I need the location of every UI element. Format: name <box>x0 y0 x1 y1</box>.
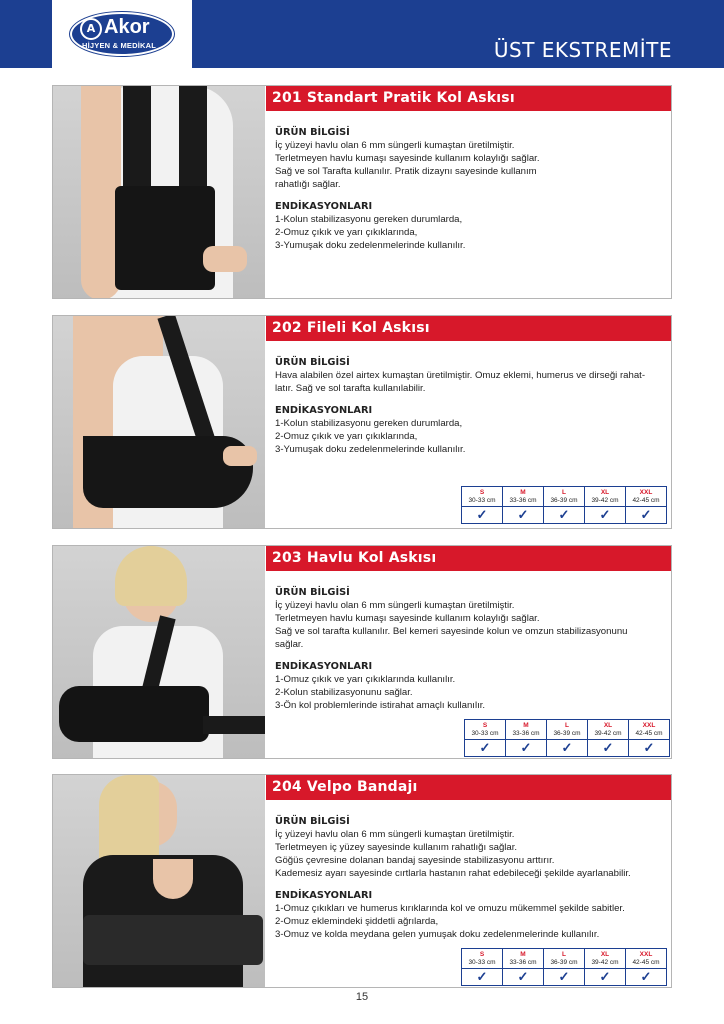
product-card-203 <box>52 545 672 759</box>
size-cell <box>462 949 503 969</box>
info-line: Terletmeyen havlu kumaşı sayesinde kullanım kolaylığı sağlar. <box>275 153 540 164</box>
indications-heading: ENDİKASYONLARI <box>275 201 373 212</box>
size-cell <box>629 720 670 740</box>
info-line: İç yüzeyi havlu olan 6 mm süngerli kumaştan üretilmiştir. <box>275 600 515 611</box>
checkmark-icon: ✓ <box>585 969 626 986</box>
size-label: XXL <box>642 721 656 729</box>
indications-heading: ENDİKASYONLARI <box>275 661 373 672</box>
info-line: İç yüzeyi havlu olan 6 mm süngerli kumaştan üretilmiştir. <box>275 140 515 151</box>
size-table <box>461 948 667 986</box>
checkmark-icon: ✓ <box>503 507 544 524</box>
checkmark-icon: ✓ <box>503 969 544 986</box>
info-line: Terletmeyen havlu kumaşı sayesinde kullanım kolaylığı sağlar. <box>275 613 540 624</box>
indication-line: 2-Omuz eklemindeki şiddetli ağrılarda, <box>275 916 439 927</box>
indication-line: 1-Kolun stabilizasyonu gereken durumlarda, <box>275 418 463 429</box>
checkmark-icon: ✓ <box>626 507 667 524</box>
size-range: 39-42 cm <box>594 729 622 737</box>
indication-line: 3-Ön kol problemlerinde istirahat amaçlı kullanılır. <box>275 700 486 711</box>
size-table <box>464 719 670 757</box>
size-cell <box>544 949 585 969</box>
indication-line: 3-Yumuşak doku zedelenmelerinde kullanılır. <box>275 240 466 251</box>
size-label: XL <box>600 950 610 958</box>
indications-heading: ENDİKASYONLARI <box>275 405 373 416</box>
size-range: 36-39 cm <box>553 729 581 737</box>
size-table <box>461 486 667 524</box>
product-photo-velpeau-bandage <box>53 775 265 987</box>
info-line: rahatlığı sağlar. <box>275 179 341 190</box>
product-card-202 <box>52 315 672 529</box>
product-title: 202 Fileli Kol Askısı <box>266 316 671 341</box>
size-range: 42-45 cm <box>632 496 660 504</box>
checkmark-icon: ✓ <box>465 740 506 757</box>
size-cell <box>585 949 626 969</box>
size-cell <box>503 487 544 507</box>
size-range: 33-36 cm <box>509 958 537 966</box>
logo-subtitle: HİJYEN & MEDİKAL <box>82 41 157 50</box>
product-title: 203 Havlu Kol Askısı <box>266 546 671 571</box>
product-title: 204 Velpo Bandajı <box>266 775 671 800</box>
size-cell <box>544 487 585 507</box>
indication-line: 3-Yumuşak doku zedelenmelerinde kullanılır. <box>275 444 466 455</box>
info-line: İç yüzeyi havlu olan 6 mm süngerli kumaştan üretilmiştir. <box>275 829 515 840</box>
size-range: 30-33 cm <box>471 729 499 737</box>
product-card-201 <box>52 85 672 299</box>
indication-line: 3-Omuz ve kolda meydana gelen yumuşak doku zedelenmelerinde kullanılır. <box>275 929 600 940</box>
size-range: 39-42 cm <box>591 958 619 966</box>
size-label: XXL <box>639 950 653 958</box>
size-range: 39-42 cm <box>591 496 619 504</box>
size-range: 30-33 cm <box>468 958 496 966</box>
product-description <box>275 356 667 456</box>
size-cell <box>462 487 503 507</box>
checkmark-icon: ✓ <box>462 969 503 986</box>
indication-line: 2-Omuz çıkık ve yarı çıkıklarında, <box>275 227 418 238</box>
product-description <box>275 815 667 941</box>
size-cell <box>588 720 629 740</box>
info-line: Kademesiz ayarı sayesinde cırtlarla hastanın rahat edebileceği şekilde ayarlanabilir. <box>275 868 631 879</box>
size-label: XL <box>600 488 610 496</box>
size-label: L <box>565 721 569 729</box>
size-cell <box>547 720 588 740</box>
size-label: S <box>482 721 488 729</box>
size-label: XXL <box>639 488 653 496</box>
size-range: 36-39 cm <box>550 958 578 966</box>
size-range: 33-36 cm <box>512 729 540 737</box>
size-label: M <box>520 950 526 958</box>
info-line: sağlar. <box>275 639 304 650</box>
info-line: Sağ ve sol Tarafta kullanılır. Pratik dizaynı sayesinde kullanım <box>275 166 537 177</box>
indication-line: 1-Kolun stabilizasyonu gereken durumlarda, <box>275 214 463 225</box>
checkmark-icon: ✓ <box>506 740 547 757</box>
checkmark-icon: ✓ <box>585 507 626 524</box>
checkmark-icon: ✓ <box>629 740 670 757</box>
indications-heading: ENDİKASYONLARI <box>275 890 373 901</box>
checkmark-icon: ✓ <box>626 969 667 986</box>
size-label: L <box>562 950 566 958</box>
product-photo-mesh-sling <box>53 316 265 528</box>
size-label: S <box>479 950 485 958</box>
size-range: 42-45 cm <box>632 958 660 966</box>
product-photo-arm-sling <box>53 86 265 298</box>
checkmark-icon: ✓ <box>544 507 585 524</box>
size-cell <box>626 949 667 969</box>
product-photo-towel-sling <box>53 546 265 758</box>
indication-line: 1-Omuz çıkık ve yarı çıkıklarında kullanılır. <box>275 674 456 685</box>
size-label: M <box>520 488 526 496</box>
size-label: S <box>479 488 485 496</box>
info-line: Hava alabilen özel airtex kumaştan üretilmiştir. Omuz eklemi, humerus ve dirseği rahat- <box>275 370 646 381</box>
info-heading: ÜRÜN BİLGİSİ <box>275 816 350 827</box>
checkmark-icon: ✓ <box>462 507 503 524</box>
section-title: ÜST EKSTREMİTE <box>493 38 672 62</box>
info-line: Terletmeyen iç yüzey sayesinde kullanım rahatlığı sağlar. <box>275 842 518 853</box>
size-range: 36-39 cm <box>550 496 578 504</box>
size-label: XL <box>603 721 613 729</box>
info-line: Göğüs çevresine dolanan bandaj sayesinde stabilizasyonu arttırır. <box>275 855 555 866</box>
indication-line: 2-Kolun stabilizasyonunu sağlar. <box>275 687 413 698</box>
size-cell <box>626 487 667 507</box>
checkmark-icon: ✓ <box>547 740 588 757</box>
product-description <box>275 126 667 252</box>
size-label: M <box>523 721 529 729</box>
size-label: L <box>562 488 566 496</box>
info-heading: ÜRÜN BİLGİSİ <box>275 587 350 598</box>
logo-name: Akor <box>104 16 150 38</box>
product-description <box>275 586 667 712</box>
info-heading: ÜRÜN BİLGİSİ <box>275 357 350 368</box>
info-heading: ÜRÜN BİLGİSİ <box>275 127 350 138</box>
size-cell <box>503 949 544 969</box>
indication-line: 2-Omuz çıkık ve yarı çıkıklarında, <box>275 431 418 442</box>
logo-mark-icon: A <box>80 18 102 40</box>
info-line: Sağ ve sol tarafta kullanılır. Bel kemeri sayesinde kolun ve omzun stabilizasyonunu <box>275 626 628 637</box>
size-cell <box>585 487 626 507</box>
product-title: 201 Standart Pratik Kol Askısı <box>266 86 671 111</box>
size-range: 42-45 cm <box>635 729 663 737</box>
checkmark-icon: ✓ <box>588 740 629 757</box>
product-card-204 <box>52 774 672 988</box>
indication-line: 1-Omuz çıkıkları ve humerus kırıklarında kol ve omuzu mükemmel şekilde sabitler. <box>275 903 625 914</box>
size-range: 30-33 cm <box>468 496 496 504</box>
page-number: 15 <box>355 991 369 1003</box>
checkmark-icon: ✓ <box>544 969 585 986</box>
size-cell <box>506 720 547 740</box>
size-range: 33-36 cm <box>509 496 537 504</box>
size-cell <box>465 720 506 740</box>
info-line: latır. Sağ ve sol tarafta kullanılabilir. <box>275 383 426 394</box>
